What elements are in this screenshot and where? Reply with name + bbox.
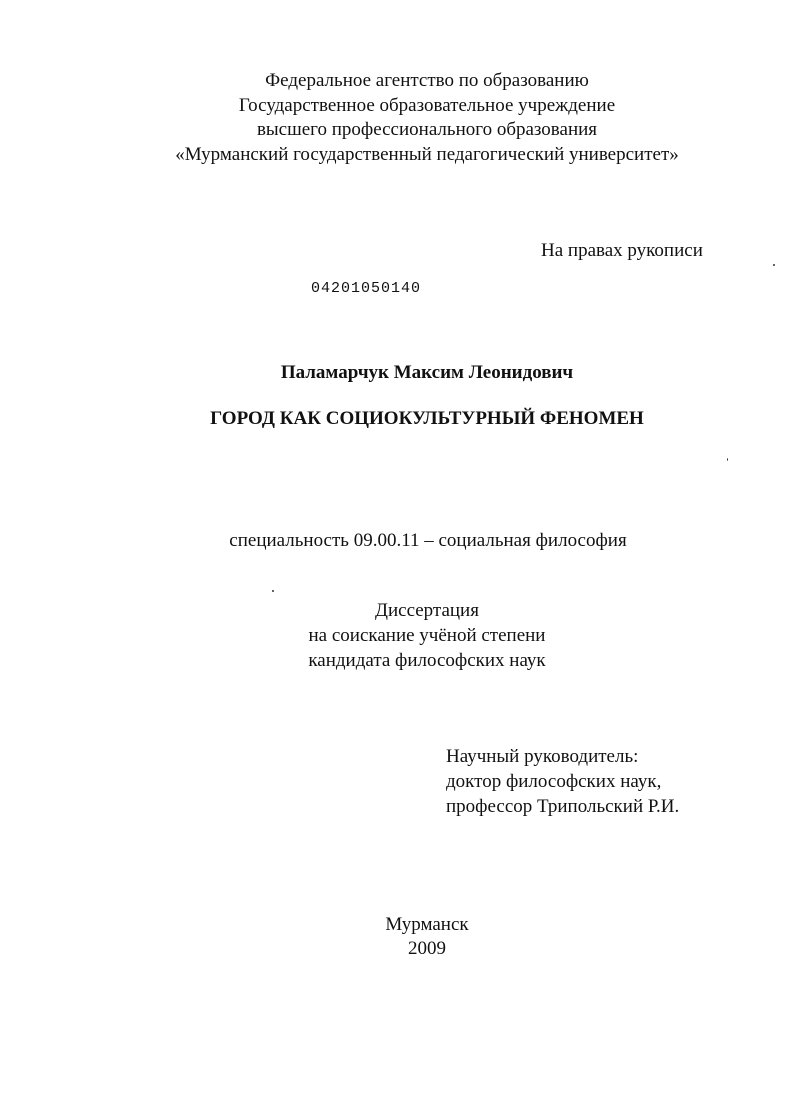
dissertation-title: ГОРОД КАК СОЦИОКУЛЬТУРНЫЙ ФЕНОМЕН <box>210 408 644 429</box>
specialty: специальность 09.00.11 – социальная философия <box>229 530 627 551</box>
registration-number: 04201050140 <box>311 280 422 297</box>
supervisor-label: Научный руководитель: <box>446 746 639 767</box>
dissertation-degree: кандидата философских наук <box>308 650 546 671</box>
dissertation-purpose: на соискание учёной степени <box>308 625 546 646</box>
supervisor-name: профессор Трипольский Р.И. <box>446 796 680 817</box>
header-university: «Мурманский государственный педагогический университет» <box>175 144 679 165</box>
author-name: Паламарчук Максим Леонидович <box>280 362 574 383</box>
scan-speck <box>773 264 775 266</box>
dissertation-type: Диссертация <box>375 600 479 621</box>
supervisor-degree: доктор философских наук, <box>446 771 662 792</box>
footer-year: 2009 <box>408 938 446 959</box>
scan-speck <box>272 590 274 592</box>
footer-city: Мурманск <box>385 914 469 935</box>
scan-speck <box>727 458 728 461</box>
header-agency: Федеральное агентство по образованию <box>265 70 589 91</box>
header-institution-level: высшего профессионального образования <box>256 119 598 140</box>
header-institution-type: Государственное образовательное учреждение <box>238 95 616 116</box>
rights-note: На правах рукописи <box>541 240 703 261</box>
